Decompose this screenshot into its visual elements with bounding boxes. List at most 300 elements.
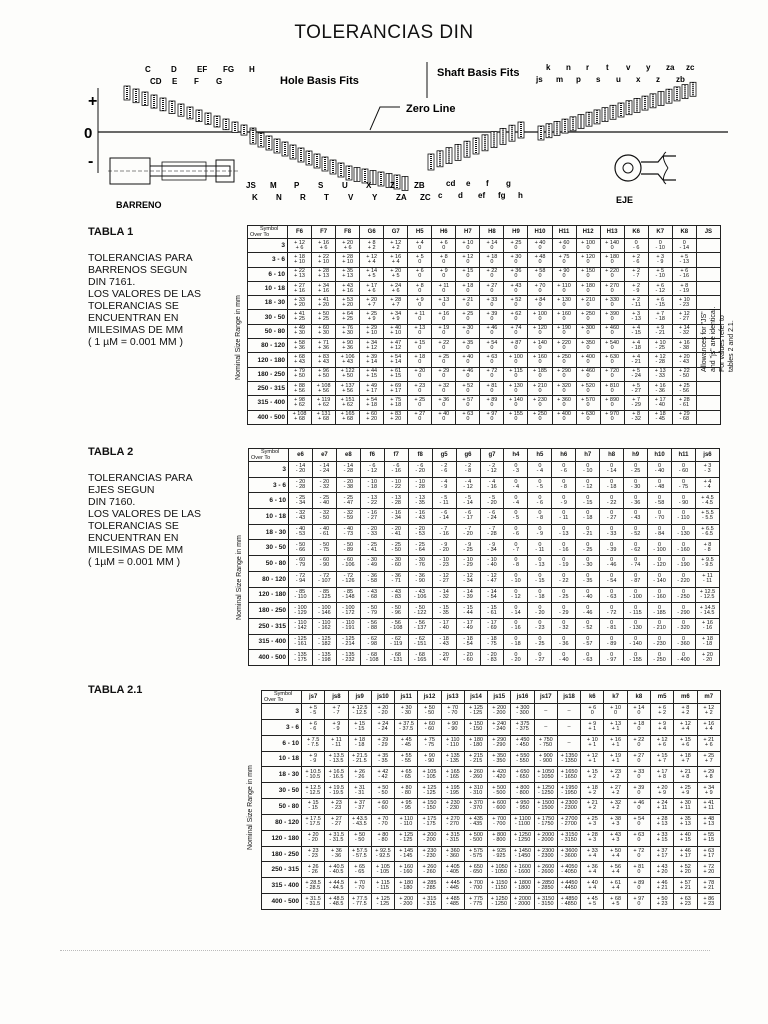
upper-deviation: + 90 [424,752,435,759]
upper-deviation: + 72 [633,848,645,855]
lower-deviation: - 198 [318,656,331,663]
lower-deviation: + 6 [704,742,713,749]
upper-deviation: 0 [514,463,518,470]
lower-deviation: + 16 [294,287,305,294]
tolerance-cell [336,396,360,410]
lower-deviation: - 20 [308,837,318,844]
lower-deviation: + 50 [294,373,305,380]
upper-deviation: 0 [634,526,638,533]
upper-deviation: + 775 [469,895,483,902]
tolerance-cell [360,367,384,381]
lower-deviation: - 43 [630,515,641,522]
size-range: 3 - 6 [249,477,289,493]
tolerance-cell [480,477,504,493]
fit-letter: X [366,181,372,190]
column-header: h7 [576,449,600,462]
tolerance-cell [432,493,456,509]
upper-deviation: + 41 [703,800,715,807]
upper-deviation: + 57 [679,879,691,886]
lower-deviation: - 22 [559,578,569,585]
upper-deviation: - 14 [463,588,473,595]
upper-deviation: + 4 [632,339,641,346]
tolerance-cell [697,830,720,846]
over-to-label: Over To [251,455,271,461]
lower-deviation: + 1 [588,757,597,764]
lower-deviation: 0 [442,330,446,337]
upper-deviation: + 10 [678,296,690,303]
tolerance-cell [288,367,312,381]
upper-deviation: + 46 [656,879,668,886]
size-range: 3 [262,704,302,720]
lower-deviation: 0 [586,258,590,265]
tolerance-cell [674,735,697,751]
tolerance-cell [432,650,456,666]
upper-deviation: + 16 [654,382,666,389]
lower-deviation: - 46 [582,609,593,616]
tolerance-cell [504,267,528,281]
lower-deviation: - 34 [487,546,497,553]
tolerance-cell [464,719,487,735]
lower-deviation: - 18 [655,316,665,323]
lower-deviation: - 62 [630,546,641,553]
column-header: F7 [312,226,336,239]
upper-deviation: + 58 [534,268,546,275]
lower-deviation: - 500 [469,837,483,844]
upper-deviation: + 39 [366,354,378,361]
upper-deviation: + 75 [558,253,570,260]
lower-deviation: - 190 [677,562,690,569]
lower-deviation: + 50 [342,373,354,380]
lower-deviation: - 29 [559,609,569,616]
upper-deviation: + 25 [586,816,598,823]
tolerance-cell [408,524,432,540]
upper-deviation: 0 [682,239,686,246]
upper-deviation: 0 [610,510,614,517]
tolerance-cell [528,477,552,493]
upper-deviation: - 50 [295,541,306,548]
tolerance-cell [384,367,408,381]
lower-deviation: - 13 [559,531,569,538]
upper-deviation: + 24 [390,282,402,289]
lower-deviation: - 37 [354,805,365,812]
upper-deviation: + 25 [703,752,715,759]
lower-deviation: - 17 [463,515,473,522]
upper-deviation: + 115 [509,368,523,375]
fit-bar [214,116,220,127]
tolerance-cell [360,324,384,338]
upper-deviation: + 3 [656,253,665,260]
upper-deviation: 0 [658,635,662,642]
tolerance-cell [384,540,408,556]
lower-deviation: + 21 [703,884,715,891]
tolerance-cell [528,367,552,381]
upper-deviation: 0 [562,651,566,658]
lower-deviation: - 20 [439,546,449,553]
lower-deviation: - 12 [463,484,473,491]
lower-deviation: - 18 [606,484,617,491]
tolerance-cell [576,396,600,410]
upper-deviation: + 1100 [514,816,531,823]
lower-deviation: - 2300 [537,853,554,860]
tolerance-cell [695,509,719,525]
tolerance-cell [312,556,336,572]
tolerance-cell [624,509,648,525]
tolerance-cell [395,846,418,862]
upper-deviation: + 350 [492,752,507,759]
tolerance-cell [552,310,576,324]
upper-deviation: – [544,707,548,714]
upper-deviation: + 39 [486,311,498,318]
tolerance-cell [511,799,534,815]
lower-deviation: 0 [490,359,494,366]
lower-deviation: - 13 [535,562,545,569]
lower-deviation: 0 [610,344,614,351]
upper-deviation: + 79 [294,368,305,375]
upper-deviation: + 10 [586,737,598,744]
upper-deviation: - 10 [487,557,497,564]
upper-deviation: - 14 [439,588,449,595]
upper-deviation: + 7 [656,311,665,318]
size-range: 400 - 500 [249,650,289,666]
upper-deviation: + 5 [680,253,689,260]
table-row [249,462,720,478]
tolerance-cell [480,381,504,395]
tolerance-cell [534,767,557,783]
table-row [248,324,721,338]
size-range: 120 - 180 [262,830,302,846]
upper-deviation: - 50 [367,604,378,611]
upper-deviation: + 12.5 [351,705,368,712]
lower-deviation: - 4.5 [701,499,713,506]
lower-deviation: + 2 [611,789,620,796]
lower-deviation: - 9 [536,531,544,538]
lower-deviation: - 47 [343,499,354,506]
lower-deviation: + 7 [391,301,400,308]
upper-deviation: + 16 [702,620,713,627]
tolerance-cell [557,751,580,767]
lower-deviation: 0 [562,258,566,265]
upper-deviation: + 34 [318,282,329,289]
fit-letter: d [458,191,463,200]
tolerance-cell [488,735,511,751]
fit-letter: G [216,77,223,86]
tolerance-cell [672,603,696,619]
lower-deviation: 0 [610,316,614,323]
table-row [249,524,720,540]
tolerance-cell [456,477,480,493]
fit-letter: zc [686,63,695,72]
column-header: H13 [600,226,624,239]
lower-deviation: 0 [490,416,494,423]
lower-deviation: 0 [637,837,641,844]
tolerance-cell [384,310,408,324]
tolerance-cell [552,571,576,587]
tolerance-cell [650,862,673,878]
tolerance-cell [697,894,720,910]
upper-deviation: - 43 [367,588,378,595]
lower-deviation: 0 [637,805,641,812]
lower-deviation: - 16 [511,625,521,632]
tolerance-cell [604,767,627,783]
fit-letter: fg [498,191,506,200]
tolerance-cell [336,509,360,525]
lower-deviation: - 16 [559,546,569,553]
tolerance-cell [441,751,464,767]
lower-deviation: - 20 [415,468,425,475]
upper-deviation: + 315 [445,832,460,839]
upper-deviation: + 16 [703,721,715,728]
upper-deviation: + 12 [462,253,474,260]
upper-deviation: 0 [610,557,614,564]
lower-deviation: - 18 [631,344,641,351]
tolerance-cell [289,571,313,587]
upper-deviation: 0 [514,604,518,611]
upper-deviation: + 58 [294,339,305,346]
lower-deviation: - 42 [378,773,388,780]
upper-deviation: + 650 [469,863,483,870]
tolerance-cell [360,540,384,556]
tolerance-cell [348,767,371,783]
lower-deviation: + 7 [658,757,667,764]
tolerance-cell [360,477,384,493]
lower-deviation: 0 [418,258,422,265]
column-header: h5 [528,449,552,462]
tolerance-cell [504,556,528,572]
tolerance-cell [336,493,360,509]
upper-deviation: + 4450 [560,879,578,886]
tolerance-cell [288,253,312,267]
upper-deviation: + 720 [605,368,620,375]
lower-deviation: - 25 [630,468,641,475]
lower-deviation: 0 [610,359,614,366]
lower-deviation: + 14 [390,359,402,366]
tolerance-cell [695,477,719,493]
fit-letter: u [616,75,621,84]
lower-deviation: 0 [466,416,470,423]
lower-deviation: - 50 [679,373,690,380]
lower-deviation: - 27 [331,821,342,828]
upper-deviation: 0 [538,620,542,627]
lower-deviation: - 68 [679,416,690,423]
lower-deviation: - 52 [582,625,593,632]
tolerance-cell [511,862,534,878]
barreno-label: BARRENO [116,200,162,210]
lower-deviation: - 7 [632,273,640,280]
tolerance-cell [312,324,336,338]
upper-deviation: - 16 [367,510,378,517]
upper-deviation: + 10 [654,339,666,346]
upper-deviation: + 46 [462,368,474,375]
upper-deviation: + 6 [439,239,448,246]
lower-deviation: - 79 [367,609,378,616]
lower-deviation: - 106 [413,593,427,600]
tolerance-cell [600,339,624,353]
lower-deviation: - 76 [415,562,425,569]
lower-deviation: - 24 [378,726,388,733]
tolerance-cell [534,878,557,894]
tolerance-cell [576,587,600,603]
tabla1-table [247,225,721,425]
lower-deviation: - 12 [511,593,521,600]
lower-deviation: - 29 [631,401,641,408]
tolerance-cell [432,253,456,267]
tolerance-cell [576,281,600,295]
tolerance-cell [302,799,325,815]
upper-deviation: + 890 [605,396,620,403]
tolerance-cell [288,296,312,310]
lower-deviation: - 45 [655,416,665,423]
table-row [262,735,721,751]
tolerance-cell [557,719,580,735]
tolerance-cell [360,267,384,281]
upper-deviation: + 23 [414,382,426,389]
lower-deviation: 0 [418,301,422,308]
tolerance-cell [672,267,696,281]
table-row [262,783,721,799]
upper-deviation: + 19 [438,325,450,332]
upper-deviation: + 35 [679,816,691,823]
upper-deviation: + 105 [375,863,390,870]
lower-deviation: 0 [637,710,641,717]
upper-deviation: - 56 [391,620,401,627]
upper-deviation: + 12 [656,737,668,744]
lower-deviation: 0 [538,401,542,408]
upper-deviation: + 11 [702,573,713,580]
upper-deviation: 0 [658,557,662,564]
tolerance-cell [624,296,648,310]
upper-deviation: - 4 [440,479,448,486]
upper-deviation: - 68 [367,651,378,658]
tolerance-cell [697,704,720,720]
upper-deviation: + 4850 [560,895,578,902]
tolerance-cell [557,735,580,751]
upper-deviation: + 50 [354,832,366,839]
lower-deviation: - 12.5 [352,710,367,717]
lower-deviation: - 1600 [514,868,531,875]
size-range: 6 - 10 [262,735,302,751]
column-header: m5 [650,691,673,704]
lower-deviation: - 14 [463,499,473,506]
fit-letter: f [486,179,489,188]
lower-deviation: - 130 [629,625,642,632]
upper-deviation: - 50 [343,541,354,548]
tolerance-cell [627,894,650,910]
upper-deviation: + 9 [309,752,318,759]
lower-deviation: 0 [442,387,446,394]
tolerance-cell [627,719,650,735]
upper-deviation: + 230 [422,848,437,855]
upper-deviation: + 27 [294,282,305,289]
upper-deviation: + 10 [610,705,622,712]
column-header: K6 [624,226,648,239]
tolerance-cell [456,396,480,410]
upper-deviation: + 2850 [537,879,555,886]
upper-deviation: - 20 [439,651,449,658]
tolerance-cell [534,814,557,830]
upper-deviation: 0 [514,651,518,658]
upper-deviation: + 260 [422,863,437,870]
lower-deviation: - 19.5 [329,789,344,796]
lower-deviation: - 2000 [514,900,531,907]
tolerance-cell [464,767,487,783]
lower-deviation: 0 [538,344,542,351]
tolerance-cell [289,587,313,603]
tolerance-cell [648,477,672,493]
upper-deviation: + 18 [586,784,598,791]
lower-deviation: - 11 [535,546,545,553]
tolerance-cell [504,603,528,619]
upper-deviation: + 16.5 [328,768,345,775]
tabla1-axis-label: Nominal Size Range in mm [235,295,242,380]
tolerance-cell [672,339,696,353]
lower-deviation: 0 [514,416,518,423]
upper-deviation: - 68 [415,651,425,658]
lower-deviation: - 250 [677,593,690,600]
tolerance-cell [395,719,418,735]
lower-deviation: - 50 [319,515,330,522]
lower-deviation: 0 [466,387,470,394]
tolerance-cell [600,253,624,267]
lower-deviation: - 650 [469,868,483,875]
upper-deviation: 0 [538,526,542,533]
upper-deviation: + 18 [633,721,645,728]
tolerance-cell [672,477,696,493]
upper-deviation: 0 [562,604,566,611]
upper-deviation: + 21.5 [351,752,368,759]
tolerance-cell [348,799,371,815]
lower-deviation: - 19 [559,562,569,569]
lower-deviation: - 47 [487,578,497,585]
table-row [248,339,721,353]
lower-deviation: + 2 [658,710,667,717]
lower-deviation: 0 [590,710,594,717]
lower-deviation: + 23 [703,900,715,907]
lower-deviation: - 90 [447,726,458,733]
tolerance-cell [408,239,432,253]
tolerance-cell [576,310,600,324]
tolerance-cell [672,571,696,587]
lower-deviation: - 260 [423,868,436,875]
tolerance-cell [408,618,432,634]
lower-deviation: + 30 [342,330,354,337]
upper-deviation: + 27 [633,752,645,759]
page-bottom-dots [60,950,710,959]
tolerance-cell [552,353,576,367]
tolerance-cell [504,509,528,525]
tolerance-cell [600,410,624,424]
lower-deviation: + 68 [342,416,354,423]
tolerance-cell [672,509,696,525]
lower-deviation: + 6 [367,287,376,294]
lower-deviation: - 3 [704,468,711,475]
tolerance-cell [648,367,672,381]
upper-deviation: + 435 [469,816,483,823]
lower-deviation: + 2 [611,805,620,812]
lower-deviation: - 110 [446,742,459,749]
tolerance-cell [552,462,576,478]
symbol-header [248,226,288,239]
upper-deviation: + 1050 [537,768,555,775]
tolerance-cell [432,339,456,353]
tolerance-cell [408,367,432,381]
tolerance-cell [504,493,528,509]
tolerance-cell [488,767,511,783]
lower-deviation: - 60 [378,805,388,812]
lower-deviation: - 230 [446,805,459,812]
tabla1-note-text: Allowances for "JS" and "js" are identical. For values refer to tables 2 and 2.1. [701,306,735,372]
tolerance-cell [312,587,336,603]
upper-deviation: + 7 [632,396,641,403]
